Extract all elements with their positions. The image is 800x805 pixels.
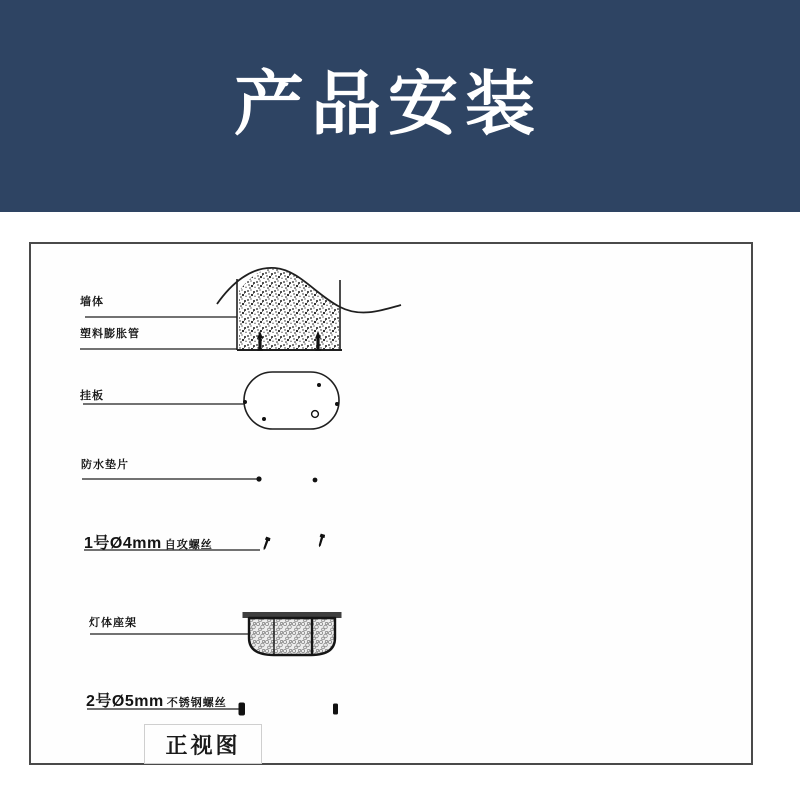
- screw2-type-text: 不锈钢螺丝: [166, 697, 227, 709]
- diagram-linework: [31, 244, 751, 763]
- steel-screw-glyphs: [239, 703, 339, 716]
- wall-label: 墙体: [80, 296, 104, 308]
- installation-diagram-panel: [29, 242, 753, 765]
- waterproof-gasket-label: 防水垫片: [81, 459, 129, 471]
- lamp-bracket-label: 灯体座架: [89, 617, 137, 629]
- gasket-dots-shape: [256, 476, 317, 482]
- lamp-bracket-shape: [243, 612, 342, 655]
- caption-text: 正视图: [165, 732, 241, 758]
- screw1-size-text: 1号Ø4mm: [84, 535, 162, 552]
- screw2-size-text: 2号Ø5mm: [86, 693, 164, 710]
- page-title: 产品安装: [234, 64, 542, 143]
- expansion-tube-label: 塑料膨胀管: [80, 328, 140, 340]
- screw1-label: [84, 530, 213, 553]
- wall-section-shape: [217, 268, 401, 351]
- header-banner: [0, 0, 800, 212]
- caption-front-view: [144, 724, 262, 764]
- screw1-type-text: 自攻螺丝: [164, 539, 213, 551]
- hanging-plate-label: 挂板: [80, 390, 104, 402]
- screw2-label: [86, 688, 227, 711]
- screw-glyphs: [261, 534, 325, 551]
- hanging-plate-shape: [243, 372, 339, 429]
